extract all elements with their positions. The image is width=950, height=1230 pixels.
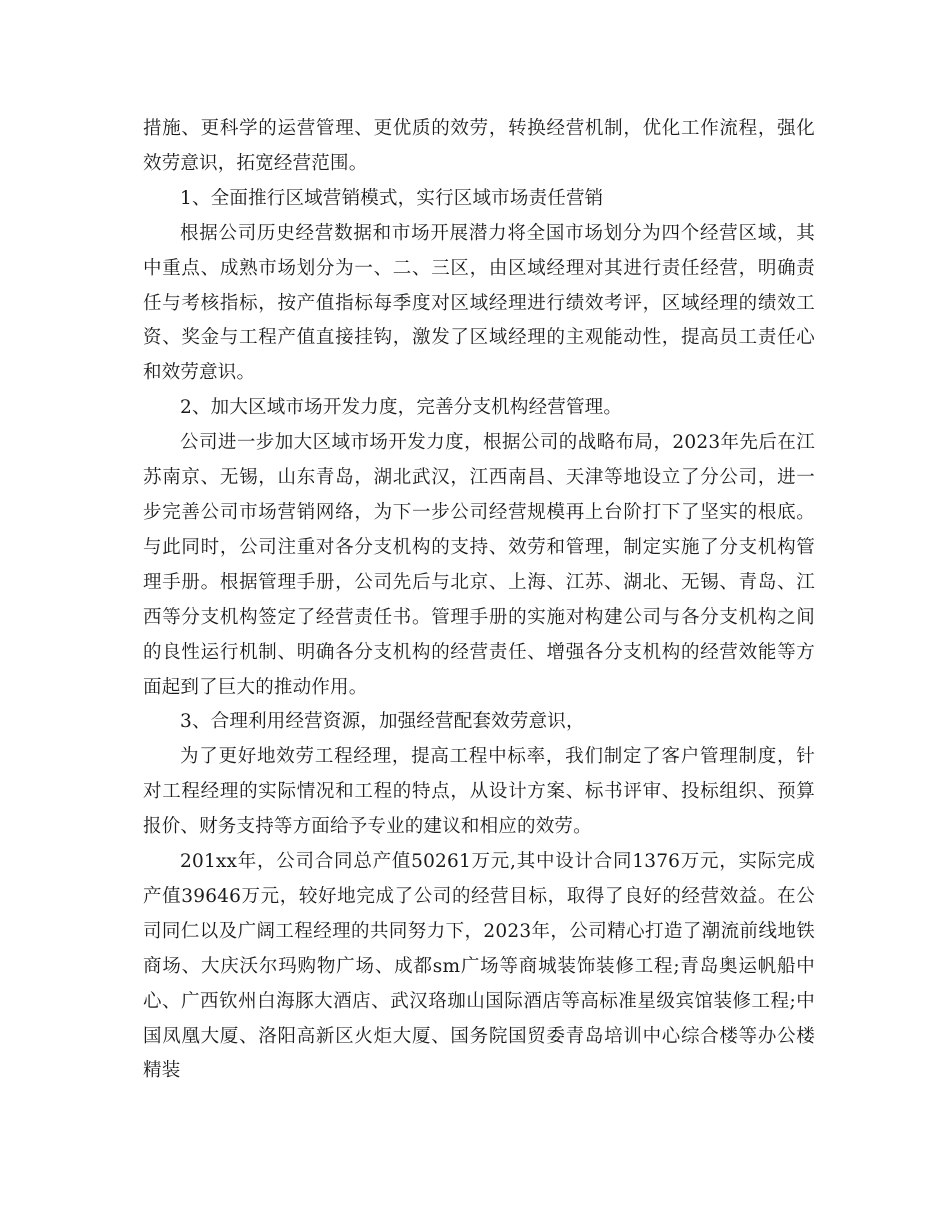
paragraph: 根据公司历史经营数据和市场开展潜力将全国市场划分为四个经营区域，其中重点、成熟市场划分为一、二、三区，由区域经理对其进行责任经营，明确责任与考核指标，按产值指标每季度对区域经理进行绩效考评，区域经理的绩效工资、奖金与工程产值直接挂钩，激发了区域经理的主观能动性，提高员工责任心和效劳意识。 [143, 222, 815, 384]
section-heading-1: 1、全面推行区域营销模式，实行区域市场责任营销 [180, 187, 604, 209]
paragraph: 公司进一步加大区域市场开发力度，根据公司的战略布局，2023年先后在江苏南京、无锡，山东青岛，湖北武汉，江西南昌、天津等地设立了分公司，进一步完善公司市场营销网络，为下一步公司经营规模再上台阶打下了坚实的根底。与此同时，公司注重对各分支机构的支持、效劳和管理，制定实施了分支机构管理手册。根据管理手册，公司先后与北京、上海、江苏、湖北、无锡、青岛、江西等分支机构签定了经营责任书。管理手册的实施对构建公司与各分支机构之间的良性运行机制、明确各分支机构的经营责任、增强各分支机构的经营效能等方面起到了巨大的推动作用。 [143, 432, 815, 698]
paragraph: 措施、更科学的运营管理、更优质的效劳，转换经营机制，优化工作流程，强化效劳意识，拓宽经营范围。 [143, 118, 815, 174]
section-heading-3: 3、合理利用经营资源，加强经营配套效劳意识， [180, 711, 585, 733]
paragraph: 201xx年，公司合同总产值50261万元,其中设计合同1376万元，实际完成产值39646万元，较好地完成了公司的经营目标，取得了良好的经营效益。在公司同仁以及广阔工程经理的共同努力下，2023年，公司精心打造了潮流前线地铁商场、大庆沃尔玛购物广场、成都sm广场等商城装饰装修工程;青岛奥运帆船中心、广西钦州白海豚大酒店、武汉珞珈山国际酒店等高标准星级宾馆装修工程;中国凤凰大厦、洛阳高新区火炬大厦、国务院国贸委青岛培训中心综合楼等办公楼精装 [143, 851, 815, 1082]
paragraph: 为了更好地效劳工程经理，提高工程中标率，我们制定了客户管理制度，针对工程经理的实际情况和工程的特点，从设计方案、标书评审、投标组织、预算报价、财务支持等方面给予专业的建议和相应的效劳。 [143, 746, 815, 838]
section-heading-2: 2、加大区域市场开发力度，完善分支机构经营管理。 [180, 397, 623, 419]
document-body [143, 112, 815, 1089]
